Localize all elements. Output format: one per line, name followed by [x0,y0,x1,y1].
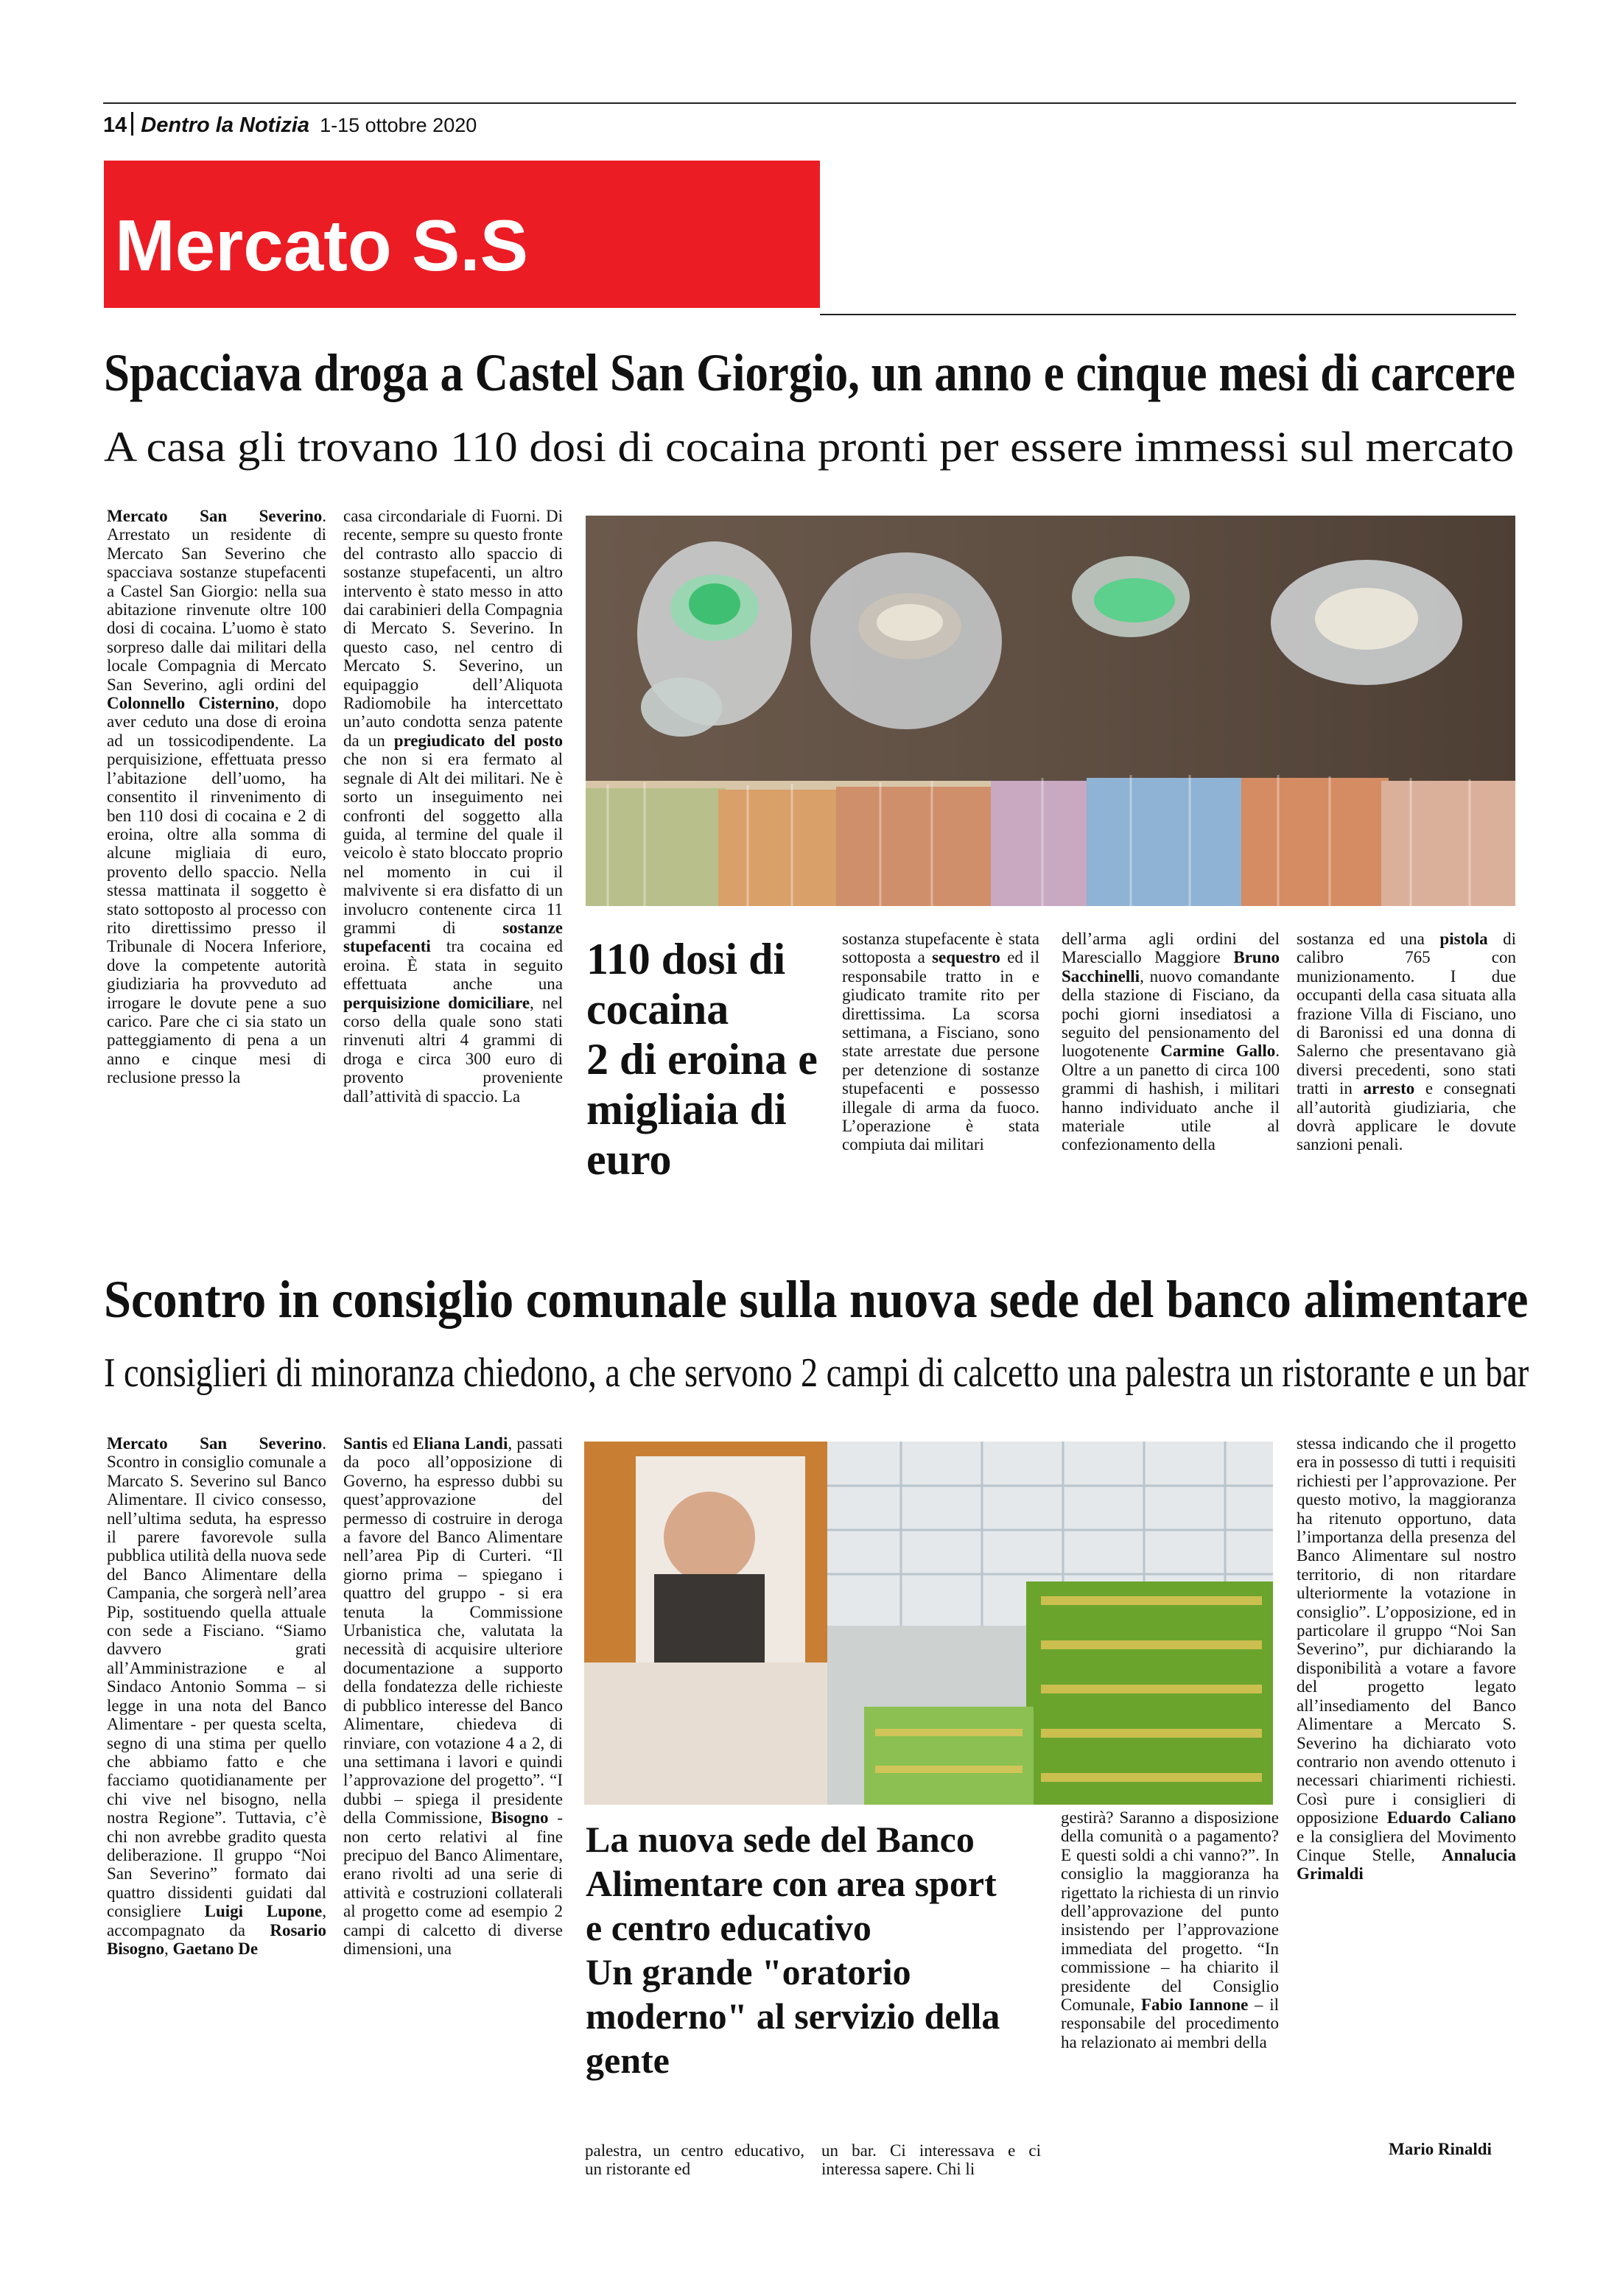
text-run: , nel corso della quale sono stati rinvenuti altri 4 grammi di droga e circa 300 euro di provento proveniente dall’attività di spaccio. La [343,993,563,1106]
text-run: di calibro 765 con munizionamento. I due occupanti della casa situata alla frazione Villa di Fisciano, uno di Baronissi ed una donna di Salerno che presentavano già diversi precedenti, sono stati tratti in [1297,930,1516,1098]
pull-quote-line: e centro educativo [586,1907,871,1948]
text-run: . Scontro in consiglio comunale a Marcato S. Severino sul Banco Alimentare. Il civico consesso, nell’ultima seduta, ha espresso il parere favorevole sulla pubblica utilità della nuova sede del Banco Alimentare della Campania, che sorgerà nell’area Pip, sostituendo quella attuale con sede a Fisciano. “Siamo davvero grati all’Amministrazione e al Sindaco Antonio Somma – si legge in una nota del Banco Alimentare - per questa scelta, segno di una stima per quello che abbiamo fatto e che facciamo quotidianamente per chi vive nel bisogno, nella nostra Regione”. Tuttavia, c’è chi non avrebbe gradito questa deliberazione. Il gruppo “Noi San Severino” formato dai quattro dissidenti guidati dal consigliere [107,1434,326,1921]
pull-quote-line: Un grande "oratorio [586,1951,911,1993]
article2-column-4 [821,2141,1041,2197]
bold-text-run: pistola [1439,930,1488,948]
article2-pull-quote [586,1817,1000,2082]
article2-column-2 [343,1434,563,2196]
bold-text-run: Rosario Bisogno [107,1920,326,1958]
text-run: dell’arma agli ordini del Maresciallo Maggiore [1062,930,1280,967]
paper-name: Dentro la Notizia [141,113,310,137]
pull-quote-line: 110 dosi di [586,935,786,983]
drugs-and-cash-illustration [586,516,1515,906]
text-run: gestirà? Saranno a disposizione della comunità o a pagamento? E questi soldi a chi vanno?”. In consiglio la maggioranza ha rigettato la richiesta di un rinvio dell’approvazione del punto insistendo per l’approvazione immediata del progetto. “In commissione – ha chiarito il presidente del Consiglio Comunale, [1061,1808,1279,2015]
article1-column-1 [107,507,326,1219]
text-run: e la consigliera del Movimento Cinque Stelle, [1297,1827,1516,1864]
bold-text-run: perquisizione domiciliare [343,993,530,1012]
pull-quote-line: euro [586,1135,672,1184]
article2-column-1 [107,1434,326,2196]
text-run: sostanza stupefacente è stata sottoposta a [842,930,1039,967]
article1-column-5 [1297,930,1516,1219]
article2-subheadline: I consiglieri di minoranza chiedono, a che servono 2 campi di calcetto una palestra un ristorante e un bar [104,1350,1529,1396]
article2-column-6 [1297,1434,1516,2090]
bold-text-run: Colonnello Cisternino [107,694,275,713]
bold-text-run: Eliana Landi [413,1434,508,1453]
bold-text-run: Luigi Lupone [204,1902,323,1921]
section-banner [104,161,820,308]
bold-text-run: sostanze stupefacenti [343,918,563,956]
text-run: . Oltre a un panetto di circa 100 grammi di hashish, i militari hanno individuato anche il materiale utile al confezionamento della [1062,1042,1280,1154]
page-number: 14 [103,113,127,137]
pull-quote-line: migliaia di [586,1085,787,1134]
text-run: ed [387,1434,413,1453]
pull-quote-line: La nuova sede del Banco [586,1819,975,1860]
section-title: Mercato S.S [115,205,528,286]
text-run: sostanza ed una [1297,930,1440,948]
text-run: tra cocaina ed eroina. È stata in seguito effettuata anche una [343,937,563,994]
text-run: – il responsabile del procedimento ha relazionato ai membri della [1061,1995,1279,2051]
article2-headline: Scontro in consiglio comunale sulla nuova sede del banco alimentare [104,1270,1529,1329]
article2-column-3 [585,2141,804,2197]
article2-author: Mario Rinaldi [1389,2140,1492,2158]
issue-date: 1-15 ottobre 2020 [320,114,477,136]
article1-headline: Spacciava droga a Castel San Giorgio, un anno e cinque mesi di carcere [104,343,1516,402]
text-run: che non si era fermato al segnale di Alt dei militari. Ne è sorto un inseguimento nei confronti del soggetto alla guida, al termine del quale il veicolo è stato bloccato proprio nel momento in cui il malvivente si era disfatto di un involucro contenente circa 11 grammi di [343,750,563,937]
bold-text-run: Annalucia Grimaldi [1297,1845,1516,1884]
page-folio [103,112,477,138]
bold-text-run: Carmine Gallo [1160,1042,1276,1061]
bold-text-run: Bisogno [491,1808,549,1828]
bold-text-run: Gaetano De [172,1939,259,1958]
pull-quote-line: 2 di eroina e [586,1035,818,1084]
text-run: . Arrestato un residente di Mercato San Severino che spacciava sostanze stupefacenti a Castel San Giorgio: nella sua abitazione rinvenute oltre 100 dosi di cocaina. L’uomo è stato sorpreso dalle dai militari della locale Compagnia di Mercato San Severino, agli ordini del [107,507,326,694]
article1-subheadline: A casa gli trovano 110 dosi di cocaina pronti per essere immessi sul mercato [104,423,1515,471]
text-run: - non certo relativi al fine precipuo del Banco Alimentare, erano rivolti ad una serie di attività e costruzioni collaterali al progetto come ad esempio 2 campi di calcetto di diverse dimensioni, una [343,1808,563,1958]
bold-text-run: Eduardo Caliano [1386,1808,1516,1828]
text-run: , dopo aver ceduto una dose di eroina ad un tossicodipendente. La perquisizione, effettuata presso l’abitazione dell’uomo, ha consentito il rinvenimento di ben 110 dosi di cocaina e 2 di eroina, oltre alla somma di alcune migliaia di euro, provento dello spaccio. Nella stessa mattinata il soggetto è stato sottoposto al processo con rito direttissimo presso il Tribunale di Nocera Inferiore, dove la competente autorità giudiziaria ha provveduto ad irrogare le dovute pene a suo carico. Pare che ci sia stato un patteggiamento di pena a un anno e cinque mesi di reclusione presso la [107,694,326,1087]
bold-text-run: Mercato San Severino [107,507,323,525]
text-run: casa circondariale di Fuorni. Di recente, sempre su questo fronte del contrasto allo spaccio di sostanze stupefacenti, un altro intervento è stato messo in atto dai carabinieri della Compagnia di Mercato S. Severino. In questo caso, nel centro di Mercato S. Severino, un equipaggio dell’Aliquota Radiomobile ha intercettato un’auto condotta senza patente da un [343,507,563,750]
text-run: un bar. Ci interessava e ci interessa sapere. Chi li [821,2141,1041,2179]
article1-pull-quote [586,934,818,1184]
text-run: , accompagnato da [107,1902,326,1939]
article1-column-2 [343,507,563,1219]
bold-text-run: arresto [1363,1079,1415,1098]
bold-text-run: Bruno Sacchinelli [1062,948,1280,986]
section-rule [820,314,1516,315]
text-run: e consegnati all’autorità giudiziaria, che dovrà applicare le dovute sanzioni penali. [1297,1079,1516,1154]
text-run: ed il responsabile tratto in e giudicato tramite rito per direttissima. La scorsa settimana, a Fisciano, sono state arrestate due persone per detenzione di sostanze stupefacenti e possesso illegale di arma da fuoco. L’operazione è stata compiuta dai militari [842,948,1039,1154]
food-bank-warehouse-photo [584,1442,1273,1805]
text-run: , nuovo comandante della stazione di Fisciano, da pochi giorni insediatosi a seguito del pensionamento del luogotenente [1062,966,1280,1061]
article1-column-3 [842,930,1039,1219]
article2-column-5 [1061,1808,1279,2197]
warehouse-illustration [584,1442,1273,1805]
pull-quote-line: cocaina [586,985,729,1033]
top-rule [103,102,1516,104]
text-run: stessa indicando che il progetto era in possesso di tutti i requisiti richiesti per l’approvazione. Per questo motivo, la maggioranza ha ritenuto opportuno, data l’importanza della presenza del Banco Alimentare sul nostro territorio, di non ritardare ulteriormente la votazione in consiglio”. L’opposizione, ed in particolare il gruppo “Noi San Severino”, pur dichiarando la disponibilità a votare a favore del progetto legato all’insediamento del Banco Alimentare a Mercato S. Severino ha dichiarato voto contrario non avendo ottenuto i necessari chiarimenti richiesti. Così pure i consiglieri di opposizione [1297,1434,1516,1828]
pull-quote-line: moderno" al servizio della [586,1995,1000,2037]
text-run: , passati da poco all’opposizione di Governo, ha espresso dubbi su quest’approvazione del permesso di costruire in deroga a favore del Banco Alimentare nell’area Pip di Curteri. “Il giorno prima – spiegano i quattro del gruppo - si era tenuta la Commissione Urbanistica che, valutata la necessità di acquisire ulteriore documentazione a supporto della fondatezza delle richieste di pubblico interesse del Banco Alimentare, chiedeva di rinviare, con votazione 4 a 2, di una settimana i lavori e quindi l’approvazione del progetto”. “I dubbi – spiega il presidente della Commissione, [343,1434,563,1828]
folio-divider [131,112,133,136]
bold-text-run: Santis [343,1434,388,1453]
bold-text-run: Fabio Iannone [1140,1995,1249,2015]
drugs-and-cash-photo [586,516,1515,906]
text-run: , [164,1939,173,1958]
pull-quote-line: Alimentare con area sport [586,1863,997,1904]
article1-column-4 [1062,930,1280,1219]
bold-text-run: pregiudicato del posto [393,731,563,750]
text-run: palestra, un centro educativo, un ristorante ed [585,2141,804,2179]
bold-text-run: sequestro [932,948,1000,967]
bold-text-run: Mercato San Severino [107,1434,323,1453]
pull-quote-line: gente [586,2040,670,2081]
